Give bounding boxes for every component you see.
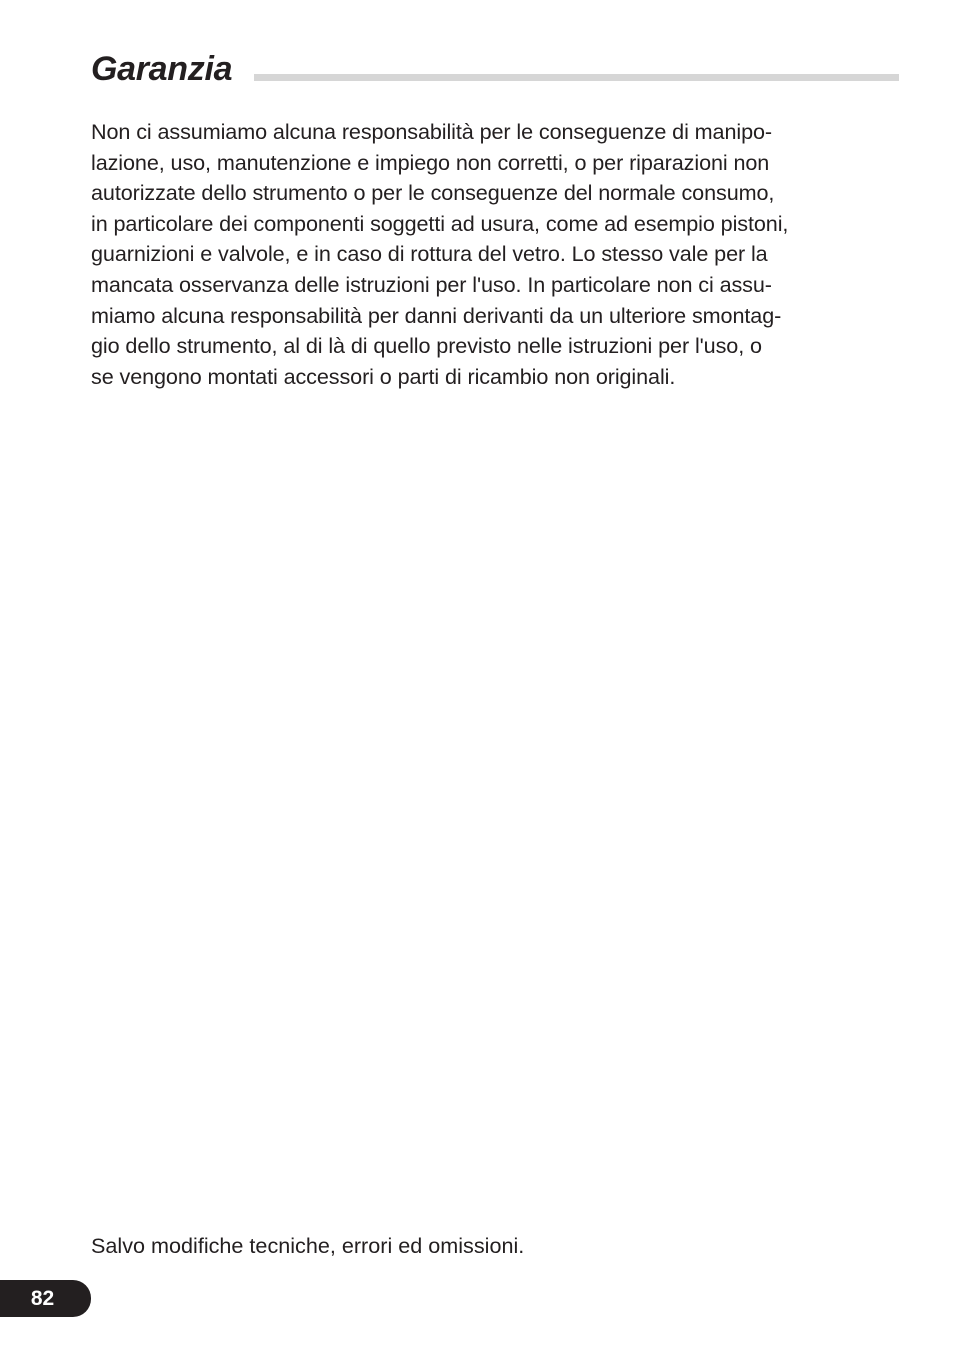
paragraph-line: guarnizioni e valvole, e in caso di rottura del vetro. Lo stesso vale per la [91,241,768,267]
section-heading [91,50,899,90]
paragraph-line: autorizzate dello strumento o per le conseguenze del normale consumo, [91,180,775,206]
footer-note: Salvo modifiche tecniche, errori ed omissioni. [91,1233,525,1258]
page-number-tab [0,1280,91,1317]
paragraph-line: lazione, uso, manutenzione e impiego non corretti, o per riparazioni non [91,149,770,175]
paragraph-line: miamo alcuna responsabilità per danni derivanti da un ulteriore smontag- [91,302,782,328]
page-number: 82 [30,1287,55,1310]
paragraph-line: mancata osservanza delle istruzioni per l'uso. In particolare non ci assu- [91,271,772,297]
paragraph-line: gio dello strumento, al di là di quello previsto nelle istruzioni per l'uso, o [91,333,762,359]
paragraph-line: in particolare dei componenti soggetti ad usura, come ad esempio pistoni, [91,210,789,236]
warranty-paragraph [91,117,906,392]
paragraph-line: se vengono montati accessori o parti di ricambio non originali. [91,363,676,389]
title-rule [254,74,899,81]
page-title: Garanzia [91,50,233,88]
paragraph-line: Non ci assumiamo alcuna responsabilità per le conseguenze di manipo- [91,119,772,144]
